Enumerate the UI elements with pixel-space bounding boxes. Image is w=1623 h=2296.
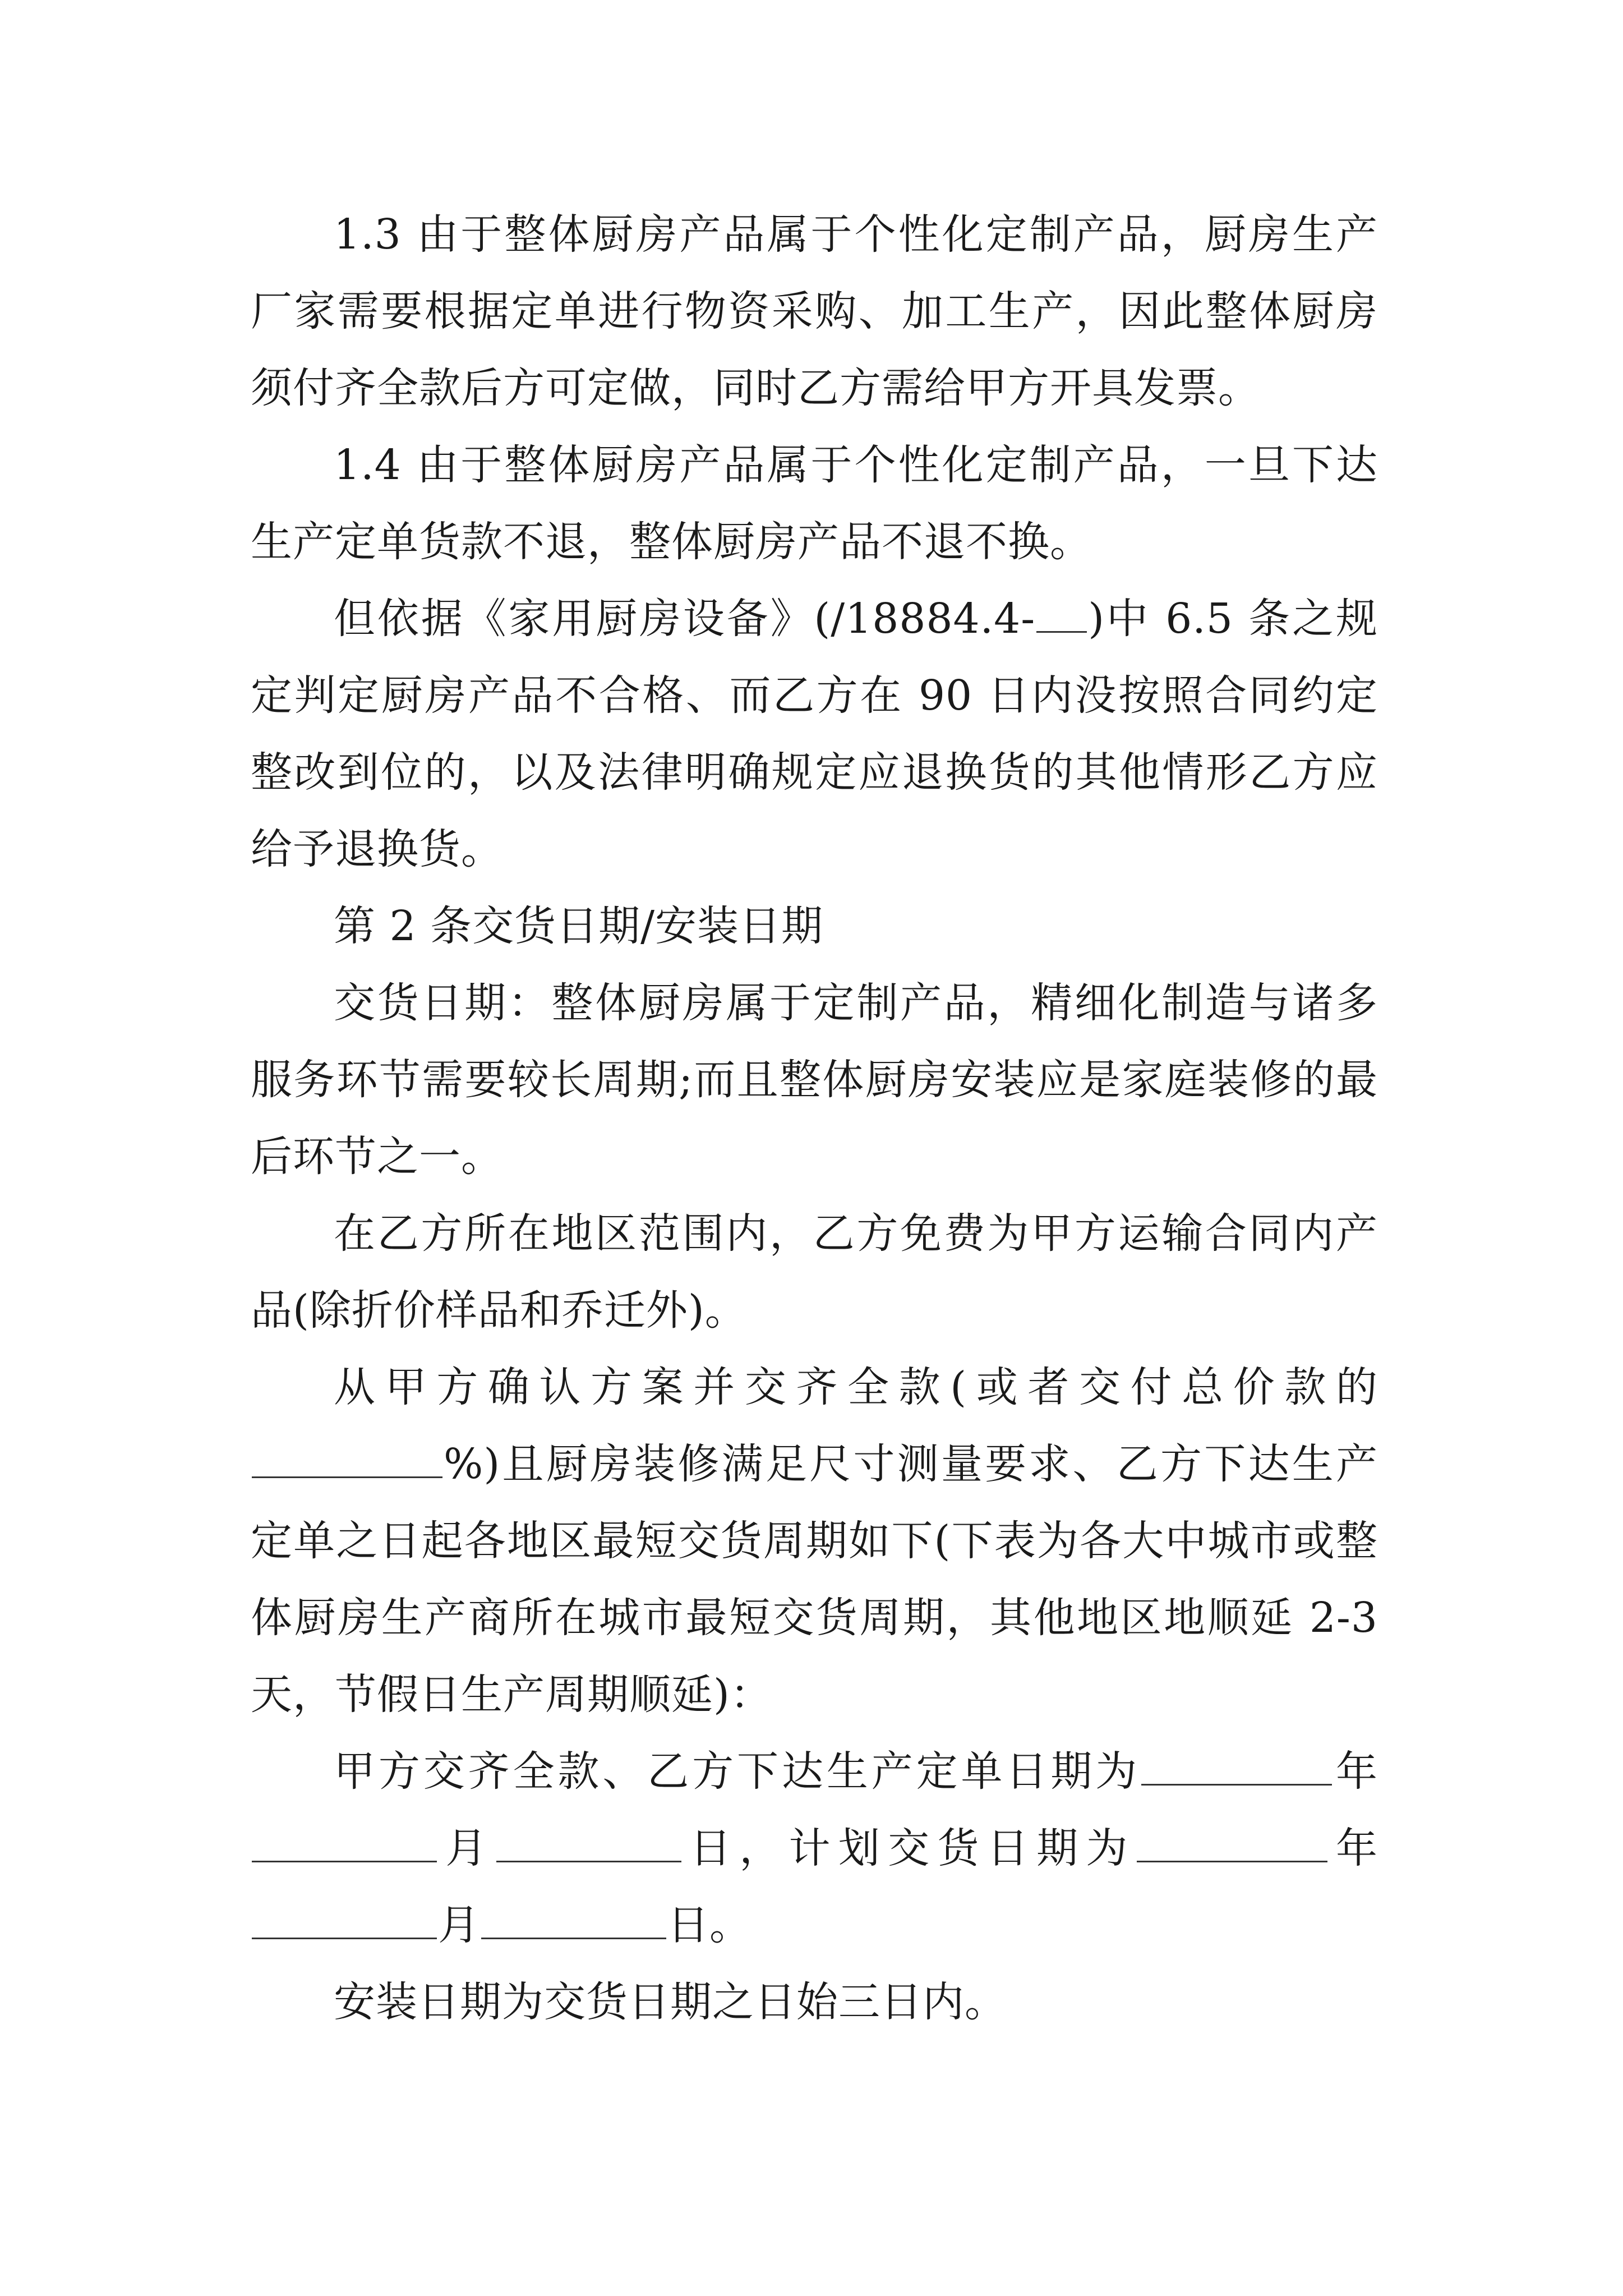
delivery-month-text: 月 — [438, 1901, 480, 1949]
order-month-blank — [252, 1821, 437, 1862]
order-year-blank — [1141, 1745, 1332, 1786]
order-day-blank — [496, 1821, 681, 1862]
delivery-day-blank — [481, 1898, 666, 1939]
paragraph-1-4: 1.4 由于整体厨房产品属于个性化定制产品，一旦下达生产定单货款不退，整体厨房产品不退不换。 — [251, 441, 1378, 566]
delivery-year-text: 年 — [1328, 1824, 1378, 1872]
delivery-day-text: 日。 — [667, 1901, 751, 1949]
paragraph-free-transport: 在乙方所在地区范围内，乙方免费为甲方运输合同内产品(除折价样品和乔迁外)。 — [251, 1209, 1378, 1335]
section-2-heading: 第 2 条交货日期/安装日期 — [334, 902, 824, 950]
order-year-text: 年 — [1333, 1747, 1378, 1796]
standard-text-before: 但依据《家用厨房设备》(/18884.4- — [334, 595, 1036, 643]
paragraph-order-dates — [251, 1733, 1378, 1964]
delivery-month-blank — [252, 1898, 437, 1939]
planned-delivery-label: 日，计划交货日期为 — [682, 1824, 1136, 1872]
paragraph-1-3: 1.3 由于整体厨房产品属于个性化定制产品，厨房生产厂家需要根据定单进行物资采购、加工生产，因此整体厨房须付齐全款后方可定做，同时乙方需给甲方开具发票。 — [251, 210, 1378, 412]
delivery-cycle-text-after: %)且厨房装修满足尺寸测量要求、乙方下达生产定单之日起各地区最短交货周期如下(下表为各大中城市或整体厨房生产商所在城市最短交货周期，其他地区地顺延 2-3 天，节假日生产周期顺延)： — [251, 1440, 1378, 1719]
standard-year-blank — [1036, 592, 1087, 633]
paragraph-installation-date: 安装日期为交货日期之日始三日内。 — [334, 1978, 1007, 2026]
paragraph-standard-exception — [251, 581, 1378, 888]
paragraph-delivery-date: 交货日期：整体厨房属于定制产品，精细化制造与诸多服务环节需要较长周期;而且整体厨房安装应是家庭装修的最后环节之一。 — [251, 979, 1378, 1181]
delivery-cycle-text-before: 从甲方确认方案并交齐全款(或者交付总价款的 — [334, 1363, 1378, 1411]
delivery-year-blank — [1137, 1821, 1327, 1862]
percent-blank — [252, 1437, 442, 1478]
document-body — [251, 196, 1378, 2041]
paragraph-delivery-cycle — [251, 1349, 1378, 1733]
order-month-text: 月 — [438, 1824, 495, 1872]
standard-text-after: )中 6.5 条之规定判定厨房产品不合格、而乙方在 90 日内没按照合同约定整改到位的，以及法律明确规定应退换货的其他情形乙方应给予退换货。 — [251, 595, 1378, 873]
order-date-label: 甲方交齐全款、乙方下达生产定单日期为 — [334, 1747, 1141, 1796]
